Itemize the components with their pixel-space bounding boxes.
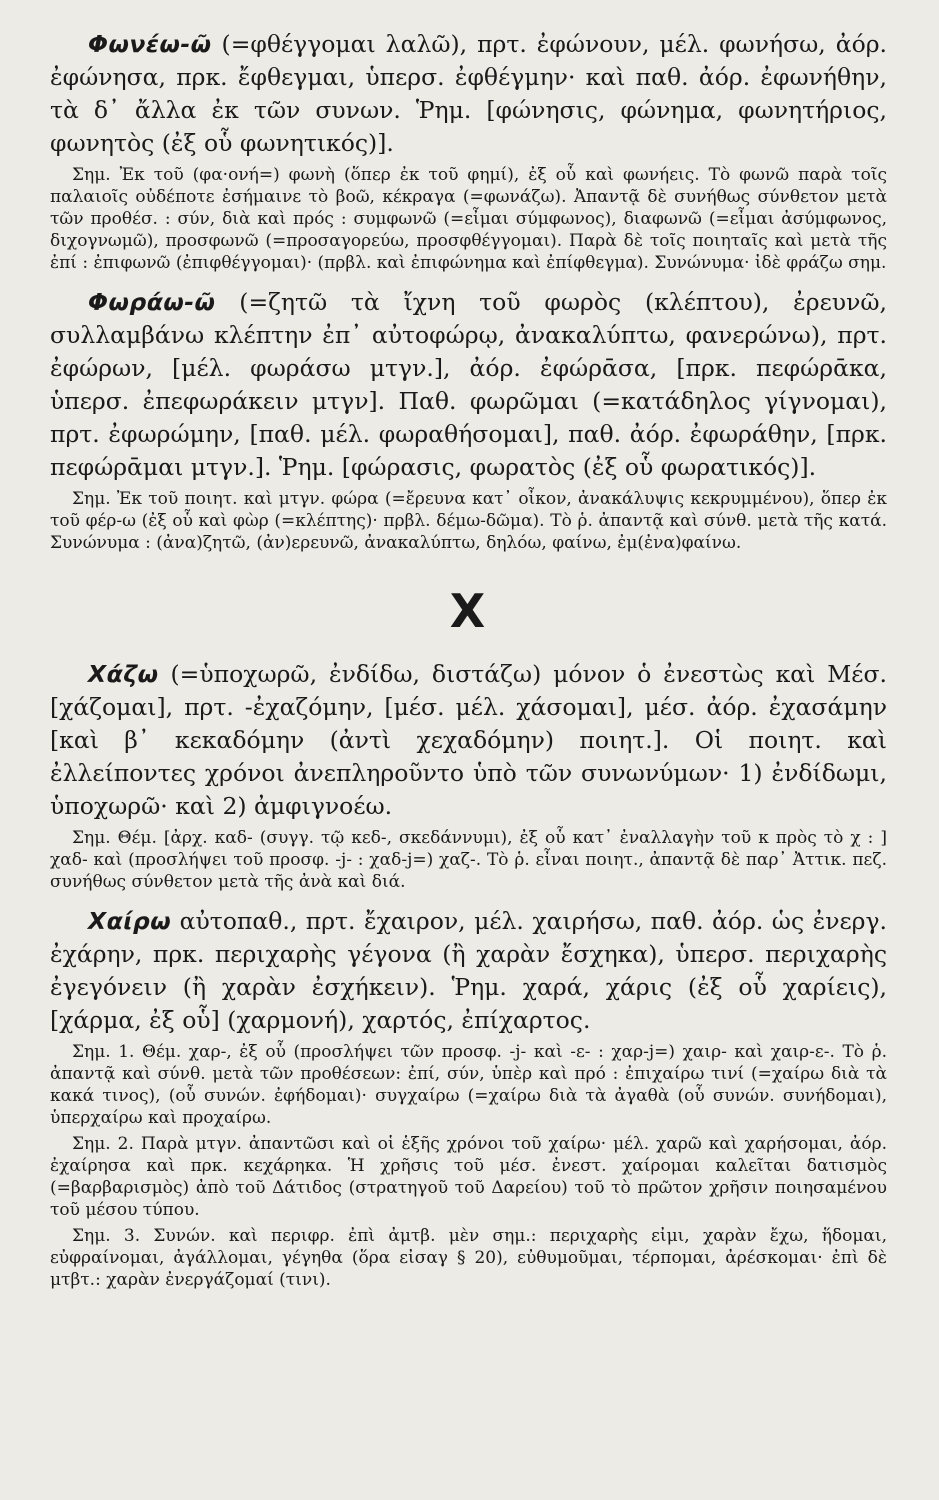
- entry-note: Σημ. 3. Συνών. καὶ περιφρ. ἐπὶ ἀμτβ. μὲν σημ.: περιχαρὴς εἰμι, χαρὰν ἔχω, ἥδομαι, εὐφραίνομαι, ἀγάλλομαι, γέγηθα (ὅρα εἰσαγ § 20), εὐθυμοῦμαι, τέρπομαι, ἀρέσκομαι· ἐπὶ δὲ μτβτ.: χαρὰν ἐνεργάζομαί (τινι).: [50, 1226, 887, 1290]
- entry-chazo: [50, 658, 887, 893]
- entry-note: Σημ. Θέμ. [ἀρχ. καδ- (συγγ. τῷ κεδ-, σκεδάννυμι), ἐξ οὗ κατ᾽ ἐναλλαγὴν τοῦ κ πρὸς τὸ χ : ] χαδ- καὶ (προσλήψει τοῦ προσφ. -j- : χαδ-j=) χαζ-. Τὸ ῥ. εἶναι ποιητ., ἀπαντᾷ δὲ παρ᾽ Ἀττικ. πεζ. συνήθως σύνθετον μετὰ τῆς ἀνὰ καὶ διά.: [50, 828, 887, 892]
- entry-main-text: [50, 905, 887, 1037]
- entry-main-text: [50, 28, 887, 160]
- entry-headword: Χαίρω: [88, 907, 172, 935]
- entry-phoneo: [50, 28, 887, 274]
- entry-headword: Χάζω: [88, 660, 159, 688]
- entry-note: Σημ. 2. Παρὰ μτγν. ἀπαντῶσι καὶ οἱ ἑξῆς χρόνοι τοῦ χαίρω· μέλ. χαρῶ καὶ χαρήσομαι, ἀόρ. ἐχαίρησα καὶ πρκ. κεχάρηκα. Ἡ χρῆσις τοῦ μέσ. ἐνεστ. χαίρομαι καλεῖται δατισμὸς (=βαρβαρισμὸς) ἀπὸ τοῦ Δάτιδος (στρατηγοῦ τοῦ Δαρείου) τοῦ τὸ πρῶτον χρῆσιν ποιησαμένου τοῦ μέσου τύπου.: [50, 1134, 887, 1220]
- entry-headword: Φωνέω-ῶ: [88, 30, 212, 58]
- entry-phorao: [50, 286, 887, 554]
- entry-note: Σημ. Ἐκ τοῦ ποιητ. καὶ μτγν. φώρα (=ἔρευνα κατ᾽ οἶκον, ἀνακάλυψις κεκρυμμένου), ὅπερ ἐκ τοῦ φέρ-ω (ἐξ οὗ καὶ φὼρ (=κλέπτης)· πρβλ. δέμω-δῶμα). Τὸ ῥ. ἀπαντᾷ καὶ σύνθ. μετὰ τῆς κατά. Συνώνυμα : (ἀνα)ζητῶ, (ἀν)ερευνῶ, ἀνακαλύπτω, δηλόω, φαίνω, ἐμ(ἐνα)φαίνω.: [50, 489, 887, 553]
- entry-definition: (=ὑποχωρῶ, ἐνδίδω, διστάζω) μόνον ὁ ἐνεστὼς καὶ Μέσ. [χάζομαι], πρτ. -ἐχαζόμην, [μέσ. μέλ. χάσομαι], μέσ. ἀόρ. ἐχασάμην [καὶ β᾽ κεκαδόμην (ἀντὶ χεχαδόμην) ποιητ.]. Οἱ ποιητ. καὶ ἐλλείποντες χρόνοι ἀνεπληροῦντο ὑπὸ τῶν συνωνύμων· 1) ἐνδίδωμι, ὑποχωρῶ· καὶ 2) ἀμφιγνοέω.: [50, 660, 887, 820]
- entry-chairo: [50, 905, 887, 1291]
- entry-definition: (=ζητῶ τὰ ἴχνη τοῦ φωρὸς (κλέπτου), ἐρευνῶ, συλλαμβάνω κλέπτην ἐπ᾽ αὐτοφώρῳ, ἀνακαλύπτω, φανερώνω), πρτ. ἐφώρων, [μέλ. φωράσω μτγν.], ἀόρ. ἐφώρᾱσα, [πρκ. πεφώρᾱκα, ὑπερσ. ἐπεφωράκειν μτγν]. Παθ. φωρῶμαι (=κατάδηλος γίγνομαι), πρτ. ἐφωρώμην, [παθ. μέλ. φωραθήσομαι], παθ. ἀόρ. ἐφωράθην, [πρκ. πεφώρᾱμαι μτγν.]. Ῥημ. [φώρασις, φωρατὸς (ἐξ οὗ φωρατικός)].: [50, 288, 887, 481]
- entry-definition: (=φθέγγομαι λαλῶ), πρτ. ἐφώνουν, μέλ. φωνήσω, ἀόρ. ἐφώνησα, πρκ. ἔφθεγμαι, ὑπερσ. ἐφθέγμην· καὶ παθ. ἀόρ. ἐφωνήθην, τὰ δ᾽ ἄλλα ἐκ τῶν συνων. Ῥημ. [φώνησις, φώνημα, φωνητήριος, φωνητὸς (ἐξ οὗ φωνητικός)].: [50, 30, 887, 157]
- entry-note: Σημ. 1. Θέμ. χαρ-, ἐξ οὗ (προσλήψει τῶν προσφ. -j- καὶ -ε- : χαρ-j=) χαιρ- καὶ χαιρ-ε-. Τὸ ῥ. ἀπαντᾷ καὶ σύνθ. μετὰ τῶν προθέσεων: ἐπί, σύν, ὑπὲρ καὶ πρό : ἐπιχαίρω τινί (=χαίρω διὰ τὰ κακά τινος), (οὗ συνών. ἐφήδομαι)· συγχαίρω (=χαίρω διὰ τὰ ἀγαθὰ (οὗ συνών. συνήδομαι), ὑπερχαίρω καὶ προχαίρω.: [50, 1042, 887, 1128]
- entry-main-text: [50, 286, 887, 484]
- section-heading-letter: Χ: [449, 584, 488, 638]
- entry-note: Σημ. Ἐκ τοῦ (φα·ονή=) φωνὴ (ὅπερ ἐκ τοῦ φημί), ἐξ οὗ καὶ φωνήεις. Τὸ φωνῶ παρὰ τοῖς παλαιοῖς οὐδέποτε ἐσήμαινε τὸ βοῶ, κέκραγα (=φωνάζω). Ἀπαντᾷ δὲ συνήθως σύνθετον μετὰ τῶν προθέσ. : σύν, διὰ καὶ πρός : συμφωνῶ (=εἶμαι σύμφωνος), διαφωνῶ (=εἶμαι ἀσύμφωνος, διχογνωμῶ), προσφωνῶ (=προσαγορεύω, προσφθέγγομαι). Παρὰ δὲ τοῖς ποιηταῖς καὶ μετὰ τῆς ἐπί : ἐπιφωνῶ (ἐπιφθέγγομαι)· (πρβλ. καὶ ἐπιφώνημα καὶ ἐπίφθεγμα). Συνώνυμα· ἰδὲ φράζω σημ.: [50, 165, 887, 273]
- entry-main-text: [50, 658, 887, 823]
- entry-definition: αὐτοπαθ., πρτ. ἔχαιρον, μέλ. χαιρήσω, παθ. ἀόρ. ὡς ἐνεργ. ἐχάρην, πρκ. περιχαρὴς γέγονα (ἢ χαρὰν ἔσχηκα), ὑπερσ. περιχαρὴς ἐγεγόνειν (ἢ χαρὰν ἐσχήκειν). Ῥημ. χαρά, χάρις (ἐξ οὗ χαρίεις), [χάρμα, ἐξ οὗ] (χαρμονή), χαρτός, ἐπίχαρτος.: [50, 907, 887, 1034]
- entry-headword: Φωράω-ῶ: [88, 288, 216, 316]
